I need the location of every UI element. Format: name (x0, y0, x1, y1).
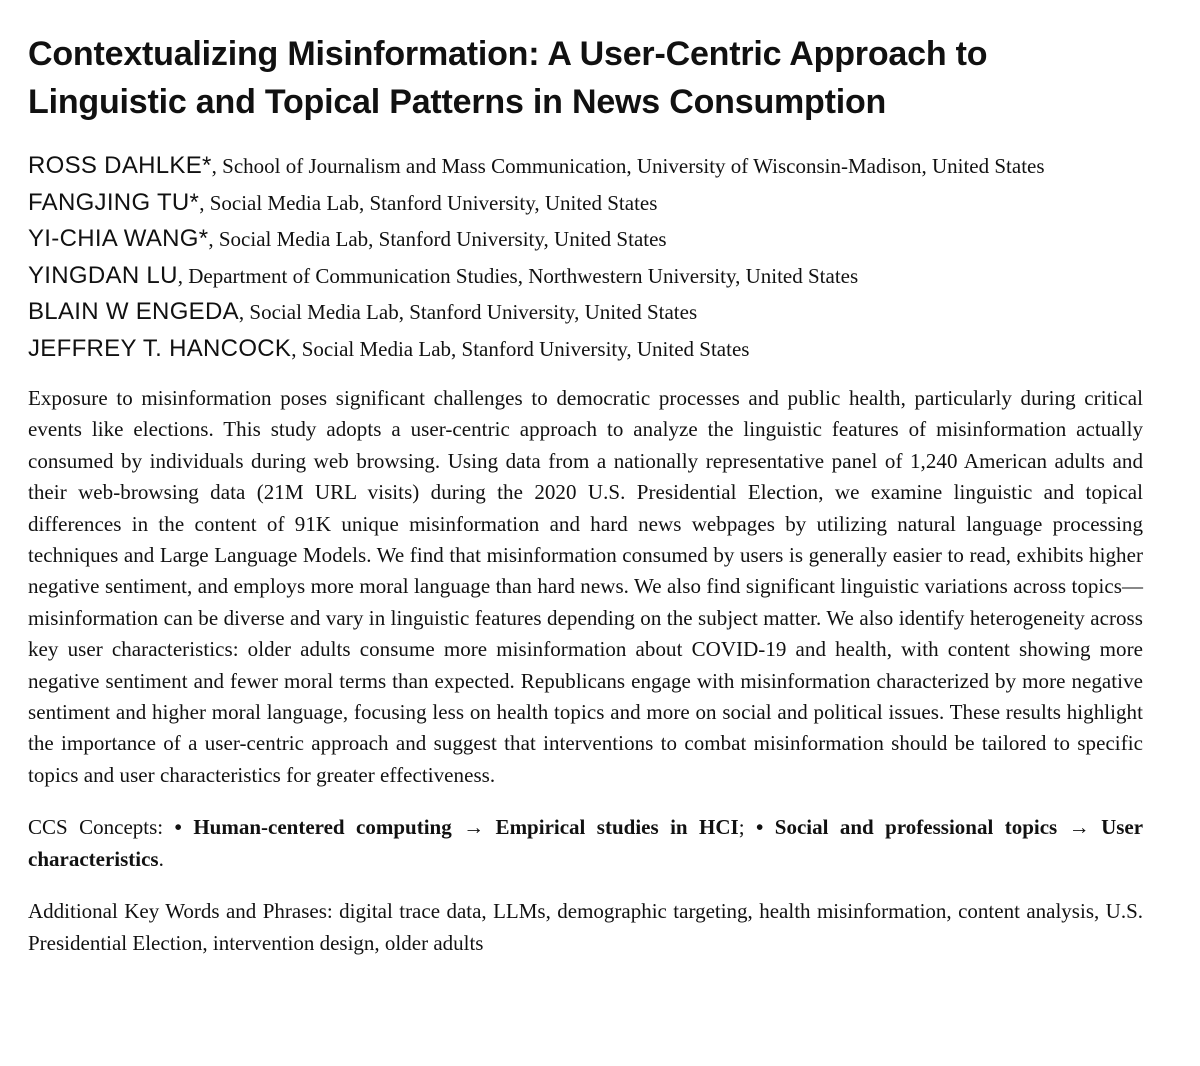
ccs-label: CCS Concepts: (28, 815, 164, 840)
author-affiliation: Social Media Lab, Stanford University, United States (249, 300, 698, 324)
ccs-bullet: • (174, 815, 182, 840)
ccs-separator: ; (738, 815, 745, 840)
paper-page (28, 30, 1143, 980)
ccs-end: . (158, 846, 164, 871)
author-name: YI-CHIA WANG* (28, 225, 209, 252)
author-name: FANGJING TU* (28, 188, 200, 216)
keywords-text: digital trace data, LLMs, demographic targeting, health misinformation, content analysis, U.S. Presidential Election, intervention design, older adults (28, 899, 1143, 955)
author-list (28, 148, 1143, 367)
author-entry: FANGJING TU*, Social Media Lab, Stanford University, United States (28, 188, 658, 216)
paper-title: Contextualizing Misinformation: A User-Centric Approach to Linguistic and Topical Patterns in News Consumption (28, 35, 988, 121)
author-name: YINGDAN LU (28, 261, 178, 289)
author-name: ROSS DAHLKE* (28, 152, 212, 179)
author-entry: YI-CHIA WANG*, Social Media Lab, Stanford University, United States (28, 225, 667, 252)
author-affiliation: School of Journalism and Mass Communication, University of Wisconsin-Madison, United States (222, 154, 1045, 178)
ccs-concepts (28, 812, 1143, 875)
author-affiliation: Social Media Lab, Stanford University, United States (301, 336, 750, 361)
ccs-concept: Social and professional topics → User characteristics (28, 815, 1144, 871)
author-entry: YINGDAN LU, Department of Communication Studies, Northwestern University, United States (28, 261, 859, 289)
author-name: BLAIN W ENGEDA (28, 298, 239, 325)
keywords (28, 896, 1143, 959)
abstract: Exposure to misinformation poses significant challenges to democratic processes and public health, particularly during critical events like elections. This study adopts a user-centric approach to analyze the linguistic features of misinformation actually consumed by individuals during web browsing. Using data from a nationally representative panel of 1,240 American adults and their web-browsing data (21M URL visits) during the 2020 U.S. Presidential Election, we examine linguistic and topical differences in the content of 91K unique misinformation and hard news webpages by utilizing natural language processing techniques and Large Language Models. We find that misinformation consumed by users is generally easier to read, exhibits higher negative sentiment, and employs more moral language than hard news. We also find significant linguistic variations across topics—misinformation can be diverse and vary in linguistic features depending on the subject matter. We also identify heterogeneity across key user characteristics: older adults consume more misinformation about COVID-19 and health, with content showing more negative sentiment and fewer moral terms than expected. Republicans engage with misinformation characterized by more negative sentiment and higher moral language, focusing less on health topics and more on social and political issues. These results highlight the importance of a user-centric approach and suggest that interventions to combat misinformation should be tailored to specific topics and user characteristics for greater effectiveness. (28, 386, 1143, 787)
author-entry: BLAIN W ENGEDA, Social Media Lab, Stanford University, United States (28, 298, 698, 325)
author-entry: JEFFREY T. HANCOCK, Social Media Lab, Stanford University, United States (28, 334, 750, 362)
author-name: JEFFREY T. HANCOCK (28, 334, 292, 362)
author-affiliation: Social Media Lab, Stanford University, United States (218, 227, 667, 251)
ccs-concept: Human-centered computing → Empirical studies in HCI (193, 815, 739, 840)
ccs-bullet: • (755, 815, 764, 840)
author-affiliation: Social Media Lab, Stanford University, United States (209, 190, 658, 215)
author-affiliation: Department of Communication Studies, Northwestern University, United States (188, 263, 859, 288)
keywords-label: Additional Key Words and Phrases: (28, 899, 333, 924)
author-entry: ROSS DAHLKE*, School of Journalism and Mass Communication, University of Wisconsin-Madison, United States (28, 152, 1045, 179)
